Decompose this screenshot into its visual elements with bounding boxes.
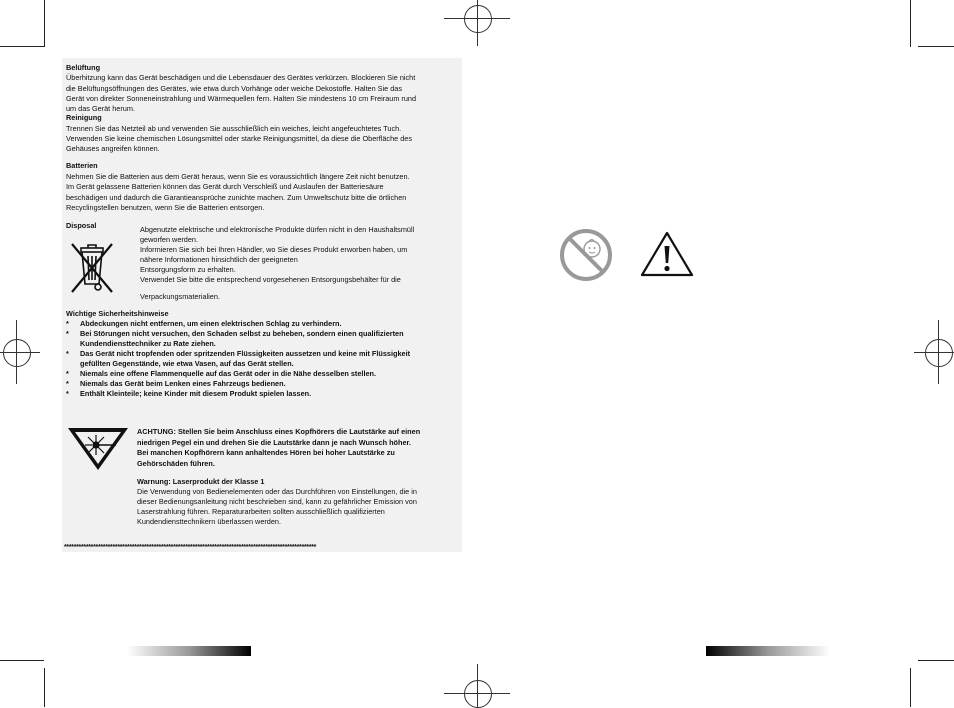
gradient-bar-left	[127, 646, 251, 656]
caution-line: Bei manchen Kopfhörern kann anhaltendes Hören bei hoher Lautstärke zu	[137, 448, 395, 457]
caution-line: niedrigen Pegel ein und drehen Sie die Lautstärke dann je nach Wunsch höher.	[137, 438, 411, 447]
bullet: *	[66, 379, 69, 388]
laser-line: Laserstrahlung führen. Reparaturarbeiten sollten ausschließlich qualifizierten	[137, 507, 385, 516]
ventilation-line: die Belüftungsöffnungen des Gerätes, wie etwa durch Vorhänge oder weiche Dekostoffe. Halten Sie das	[66, 84, 403, 93]
disposal-line: nähere Informationen hinsichtlich der geeigneten	[140, 255, 298, 264]
bullet: *	[66, 319, 69, 328]
safety-line: Bei Störungen nicht versuchen, den Schaden selbst zu beheben, sondern einen qualifizierten	[80, 329, 404, 338]
safety-line: gefüllten Gegenstände, wie etwa Vasen, auf das Gerät stellen.	[80, 359, 294, 368]
star-divider: ********************************************************************************************************	[64, 544, 317, 551]
cleaning-heading: Reinigung	[66, 113, 102, 122]
ventilation-line: um das Gerät herum.	[66, 104, 135, 113]
crop-mark	[44, 668, 45, 707]
safety-line: Kundendiensttechniker zu Rate ziehen.	[80, 339, 216, 348]
disposal-heading: Disposal	[66, 221, 97, 230]
crop-mark	[910, 668, 911, 707]
batteries-line: Recyclingstellen benutzen, wenn Sie die Batterien entsorgen.	[66, 203, 265, 212]
no-children-icon	[559, 228, 613, 282]
ventilation-line: Überhitzung kann das Gerät beschädigen und die Lebensdauer des Gerätes verkürzen. Blockieren Sie nicht	[66, 73, 416, 82]
bullet: *	[66, 389, 69, 398]
batteries-line: beschädigen und dadurch die Garantieansprüche zunichte machen. Zum Umweltschutz bitte die örtlichen	[66, 193, 407, 202]
bullet: *	[66, 349, 69, 358]
batteries-heading: Batterien	[66, 161, 98, 170]
crop-mark	[0, 660, 44, 661]
crossed-bin-icon	[68, 238, 116, 296]
safety-line: Niemals das Gerät beim Lenken eines Fahrzeugs bedienen.	[80, 379, 286, 388]
cleaning-line: Gehäuses angreifen können.	[66, 144, 160, 153]
disposal-line: Entsorgungsform zu erhalten.	[140, 265, 236, 274]
laser-line: Kundendiensttechnikern überlassen werden.	[137, 517, 282, 526]
batteries-line: Im Gerät gelassene Batterien können das Gerät durch Verschleiß und Auslaufen der Batteriesäure	[66, 182, 384, 191]
crop-mark	[910, 0, 911, 47]
laser-line: Die Verwendung von Bedienelementen oder das Durchführen von Einstellungen, die in	[137, 487, 417, 496]
disposal-line: Verwendet Sie bitte die entsprechend vorgesehenen Entsorgungsbehälter für die	[140, 275, 401, 284]
ventilation-line: Gerät von direkter Sonneneinstrahlung und Wärmequellen fern. Halten Sie mindestens 10 cm Freiraum rund	[66, 94, 417, 103]
safety-line: Enthält Kleinteile; keine Kinder mit diesem Produkt spielen lassen.	[80, 389, 312, 398]
cleaning-line: Verwenden Sie keine chemischen Lösungsmittel oder starke Reinigungsmittel, da diese die Oberfläche des	[66, 134, 412, 143]
safety-line: Abdeckungen nicht entfernen, um einen elektrischen Schlag zu verhindern.	[80, 319, 342, 328]
disposal-line: Verpackungsmaterialien.	[140, 292, 220, 301]
disposal-line: geworfen werden.	[140, 235, 199, 244]
ventilation-heading: Belüftung	[66, 63, 101, 72]
safety-line: Das Gerät nicht tropfenden oder spritzenden Flüssigkeiten aussetzen und keine mit Flüssigkeit	[80, 349, 411, 358]
caution-line: Gehörschäden führen.	[137, 459, 215, 468]
bullet: *	[66, 329, 69, 338]
laser-heading: Warnung: Laserprodukt der Klasse 1	[137, 477, 265, 486]
safety-line: Niemals eine offene Flammenquelle auf das Gerät oder in die Nähe desselben stellen.	[80, 369, 377, 378]
bullet: *	[66, 369, 69, 378]
gradient-bar-right	[706, 646, 830, 656]
exclamation-warning-icon	[639, 230, 695, 278]
caution-line: ACHTUNG: Stellen Sie beim Anschluss eines Kopfhörers die Lautstärke auf einen	[137, 427, 421, 436]
laser-warning-icon	[66, 426, 130, 472]
crop-mark	[0, 46, 44, 47]
cleaning-line: Trennen Sie das Netzteil ab und verwenden Sie ausschließlich ein weiches, leicht angefeuchtetes Tuch.	[66, 124, 402, 133]
disposal-line: Informieren Sie sich bei Ihren Händler, wo Sie dieses Produkt erworben haben, um	[140, 245, 408, 254]
laser-line: dieser Bedienungsanleitung nicht beschrieben sind, kann zu gefährlicher Emission von	[137, 497, 417, 506]
crop-mark	[918, 660, 954, 661]
crop-mark	[44, 0, 45, 47]
safety-heading: Wichtige Sicherheitshinweise	[66, 309, 169, 318]
batteries-line: Nehmen Sie die Batterien aus dem Gerät heraus, wenn Sie es voraussichtlich längere Zeit nicht benutzen.	[66, 172, 410, 181]
disposal-line: Abgenutzte elektrische und elektronische Produkte dürfen nicht in den Haushaltsmüll	[140, 225, 415, 234]
crop-mark	[918, 46, 954, 47]
